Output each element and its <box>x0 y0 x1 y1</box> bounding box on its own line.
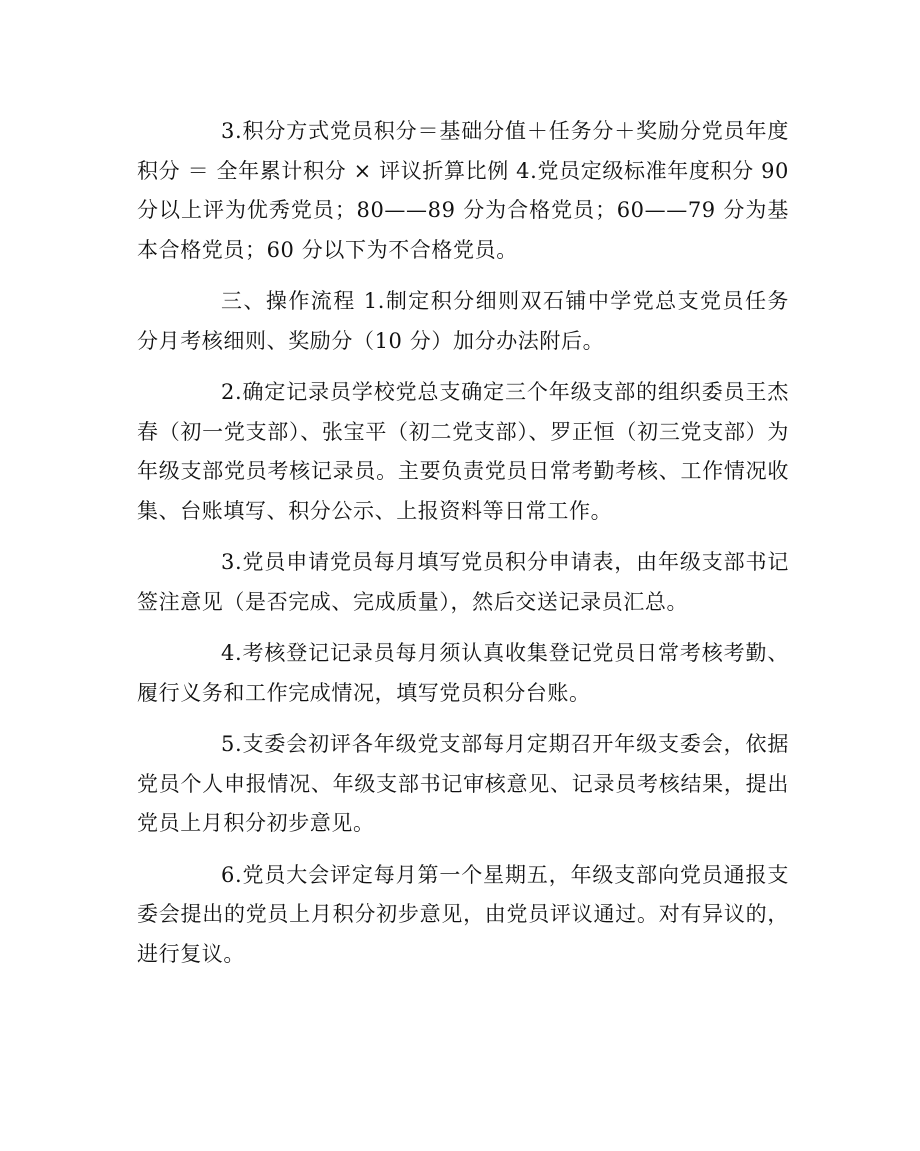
paragraph-member-application: 3.党员申请党员每月填写党员积分申请表，由年级支部书记签注意见（是否完成、完成质量），然后交送记录员汇总。 <box>137 550 789 614</box>
paragraph-operation-process: 三、操作流程 1.制定积分细则双石铺中学党总支党员任务分月考核细则、奖励分（10 分）加分办法附后。 <box>137 289 789 353</box>
paragraph-scoring-method: 3.积分方式党员积分＝基础分值＋任务分＋奖励分党员年度积分 ＝ 全年累计积分 × 评议折算比例 4.党员定级标准年度积分 90 分以上评为优秀党员；80——89 分为合格党员；60——79 分为基本合格党员；60 分以下为不合格党员。 <box>137 119 789 262</box>
document-body <box>137 112 789 986</box>
paragraph-committee-evaluation: 5.支委会初评各年级党支部每月定期召开年级支委会，依据党员个人申报情况、年级支部书记审核意见、记录员考核结果，提出党员上月积分初步意见。 <box>137 732 789 835</box>
paragraph-assessment-registration: 4.考核登记记录员每月须认真收集登记党员日常考核考勤、履行义务和工作完成情况，填写党员积分台账。 <box>137 641 789 705</box>
paragraph-recorder: 2.确定记录员学校党总支确定三个年级支部的组织委员王杰春（初一党支部）、张宝平（初二党支部）、罗正恒（初三党支部）为年级支部党员考核记录员。主要负责党员日常考勤考核、工作情况收集、台账填写、积分公示、上报资料等日常工作。 <box>137 380 789 523</box>
paragraph-general-meeting: 6.党员大会评定每月第一个星期五，年级支部向党员通报支委会提出的党员上月积分初步意见，由党员评议通过。对有异议的，进行复议。 <box>137 862 789 966</box>
